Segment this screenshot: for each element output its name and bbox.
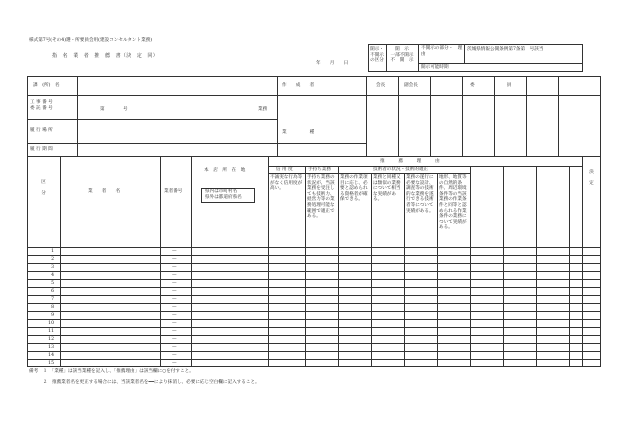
company-no-dash: — — [172, 320, 177, 326]
reason-condition-body: 地形、地質等の自然的条件、周辺環境条件等の当該業務の作業条件と同等と認められる作業条件の業務について実績がある。 — [439, 175, 467, 231]
company-no-dash: — — [172, 328, 177, 334]
row-divider — [27, 335, 601, 336]
row-divider — [27, 327, 601, 328]
reason-workload-body: 手持ち業務の状況が、当該業務を受注しても技術力、経営力等の業務処理可能な範囲で適正である。 — [307, 175, 335, 220]
company-no-dash: — — [172, 280, 177, 286]
company-no-dash: — — [172, 264, 177, 270]
row-divider — [27, 359, 601, 360]
row-number: 6 — [51, 288, 54, 294]
reason-credit-body: 不誠実な行為等がなく信用度が高い。 — [270, 175, 303, 192]
company-no-dash: — — [172, 288, 177, 294]
date-label: 年 月 日 — [316, 61, 349, 66]
members-label: 委 員 — [470, 83, 512, 88]
row-divider — [27, 351, 601, 352]
company-no-dash: — — [172, 360, 177, 366]
note-2: ２ 推薦業者名を更正する場合には、当該業者名を━━により抹消し、必要に応じ空白欄に記入すること。 — [29, 380, 260, 385]
vice-chair-label: 副会長 — [404, 83, 418, 88]
disclosure-type-label: 開示・ 不開示 の区分 — [370, 47, 384, 64]
form-id: 様式第7号(その4)選・所要員会用(建設コンセルタント業務) — [29, 38, 153, 43]
company-no-dash: — — [172, 352, 177, 358]
row-divider — [27, 279, 601, 280]
company-no-dash: — — [172, 304, 177, 310]
company-no-head: 業者番号 — [164, 189, 183, 194]
company-no-dash: — — [172, 272, 177, 278]
row-divider — [27, 319, 601, 320]
disclosure-options: 開 示 一部不開示 不 開 示 — [390, 47, 414, 64]
row-divider — [27, 255, 601, 256]
row-number: 15 — [48, 360, 54, 366]
row-divider — [27, 287, 601, 288]
row-divider — [27, 263, 601, 264]
note-1: 備考 １ 「業種」は該当業種を記入し、「推薦理由」は該当欄に○を付すこと。 — [29, 369, 194, 374]
project-no-label: 工 事 番 号 委 託 番 号 — [30, 100, 53, 111]
period-label: 履 行 期 間 — [30, 147, 53, 152]
company-head: 業 者 名 — [88, 189, 121, 194]
row-number: 1 — [51, 248, 54, 254]
reason-group-head: 推 薦 理 由 — [380, 159, 440, 164]
author-label: 作 成 者 — [282, 83, 315, 88]
address-head: 本 店 所 在 地 — [204, 168, 246, 173]
reason-credit-head: 信 用 度 — [276, 167, 293, 172]
nondisclosure-reason-label: 不開示の部分・ 理 由 — [421, 46, 467, 57]
company-no-dash: — — [172, 296, 177, 302]
office-label: 課 (所) 名 — [33, 83, 60, 88]
category-head: 区 分 — [41, 180, 46, 197]
company-no-dash: — — [172, 336, 177, 342]
row-number: 9 — [51, 312, 54, 318]
row-number: 12 — [48, 336, 54, 342]
row-number: 3 — [51, 264, 54, 270]
tech-group-head: 技術者の状況・技術的適正 — [373, 167, 429, 172]
location-label: 履 行 場 所 — [30, 128, 53, 133]
decision-head: 決 定 — [589, 170, 594, 187]
form-title: 指 名 業 者 推 薦 書（決 定 同） — [52, 53, 159, 59]
reason-experience-body: 業務と同種又は類似の業務について相当な実績がある。 — [373, 175, 401, 203]
reason-qualified-body: 業務の作業項目に応じ、必要と認められる資格者が確保できる。 — [340, 175, 368, 203]
row-number: 2 — [51, 256, 54, 262]
row-divider — [27, 311, 601, 312]
row-number: 4 — [51, 272, 54, 278]
reason-workload-head: 手持ち業務 — [308, 167, 331, 172]
row-number: 7 — [51, 296, 54, 302]
row-number: 10 — [48, 320, 54, 326]
row-divider — [27, 271, 601, 272]
row-divider — [27, 303, 601, 304]
business-label: 業務 — [258, 107, 268, 112]
company-no-dash: — — [172, 344, 177, 350]
row-number: 13 — [48, 344, 54, 350]
chair-label: 会長 — [376, 83, 386, 88]
address-note: 県内は市町村名 県外は都道府県名 — [205, 189, 242, 200]
company-no-dash: — — [172, 256, 177, 262]
row-divider — [27, 343, 601, 344]
disclosure-period-label: 開示可能時期 — [421, 65, 449, 70]
row-number: 5 — [51, 280, 54, 286]
row-number: 14 — [48, 352, 54, 358]
row-number: 8 — [51, 304, 54, 310]
reason-tech-body: 業務の遂行に必要な設計、調査等の技術的な業務を遂行できる技術者等について実績がある。 — [406, 175, 434, 214]
company-no-dash: — — [172, 248, 177, 254]
summary-label: 業 種 — [282, 130, 315, 135]
row-number: 11 — [48, 328, 54, 334]
dept-label: 第 号 — [100, 107, 128, 112]
row-divider — [27, 295, 601, 296]
company-no-dash: — — [172, 312, 177, 318]
nondisclosure-reason-value: 茨城県情報公開条例第7条第 号該当 — [467, 47, 544, 52]
